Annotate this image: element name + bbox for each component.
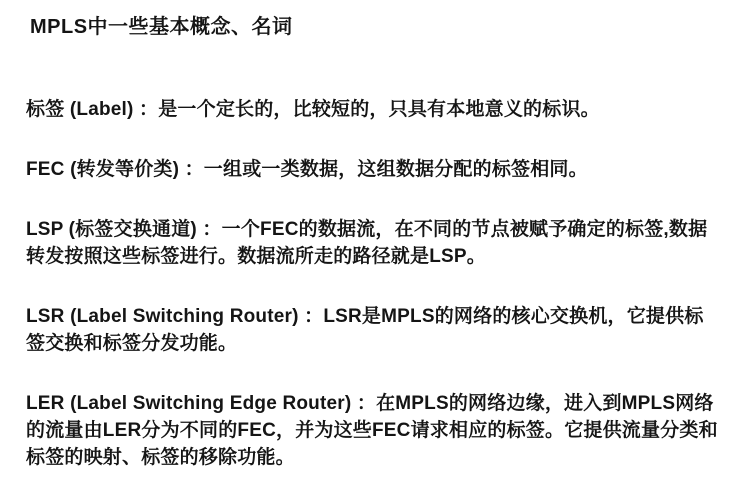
definition-fec: FEC (转发等价类) ：一组或一类数据，这组数据分配的标签相同。	[26, 159, 588, 180]
definition-ler: LER (Label Switching Edge Router) ：在MPLS的网络边缘，进入到MPLS网络的流量由LER分为不同的FEC，并为这些FEC请求相应的标签。它提供流量分类和标签的映射、标签的移除功能。	[26, 393, 718, 468]
definition-label: 标签 (Label) ：是一个定长的，比较短的，只具有本地意义的标识。	[26, 99, 600, 120]
definition-lsp: LSP (标签交换通道) ：一个FEC的数据流，在不同的节点被赋予确定的标签,数据转发按照这些标签进行。数据流所走的路径就是LSP。	[26, 219, 708, 267]
page-title: MPLS中一些基本概念、名词	[30, 16, 293, 38]
definition-lsr: LSR (Label Switching Router) ：LSR是MPLS的网络的核心交换机，它提供标签交换和标签分发功能。	[26, 306, 704, 354]
